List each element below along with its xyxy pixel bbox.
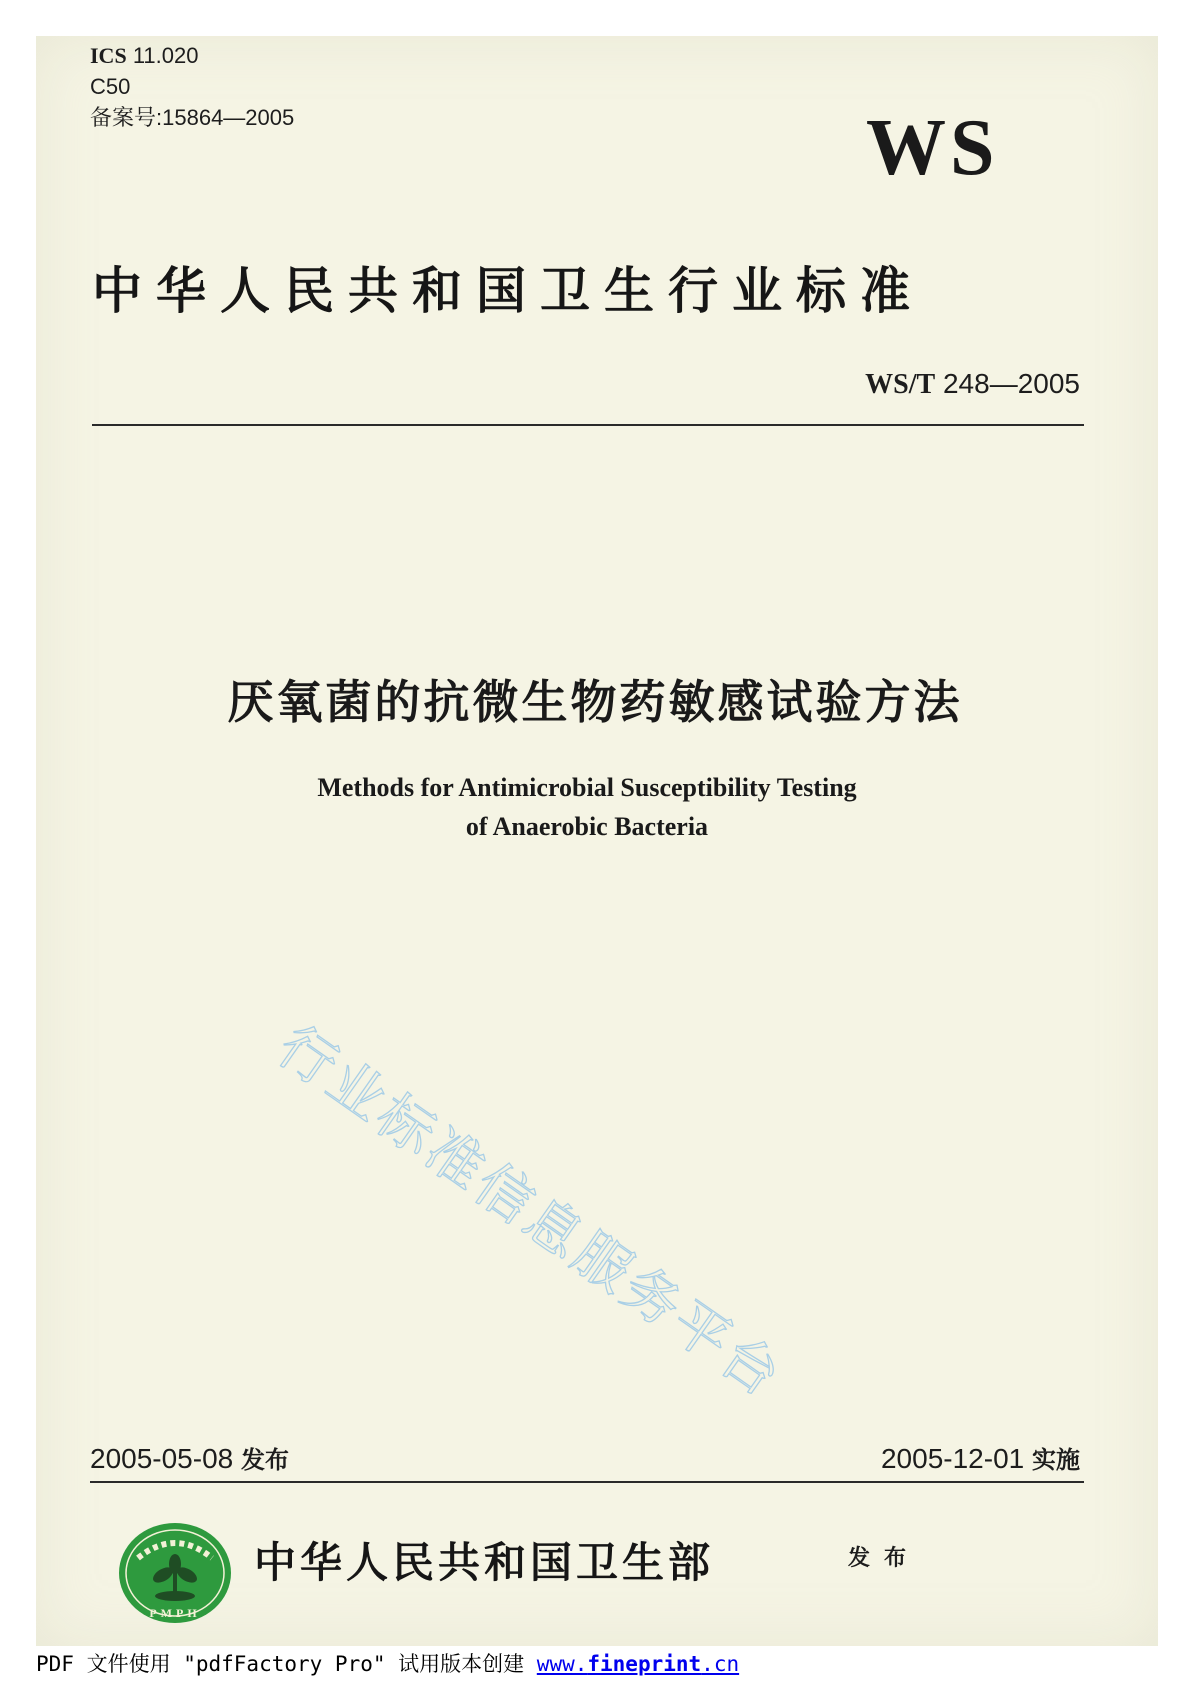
standard-prefix: WS/T: [865, 369, 936, 400]
fineprint-link-part-1: www.: [536, 1652, 588, 1676]
fineprint-link[interactable]: [537, 1652, 739, 1676]
ics-label: ICS: [90, 43, 127, 68]
ws-logo-mark: WS: [866, 104, 999, 192]
watermark: 行业标准信息服务平台: [265, 1013, 795, 1412]
english-title-line-2: of Anaerobic Bacteria: [465, 812, 709, 841]
effective-date-value: 2005-12-01: [880, 1443, 1025, 1474]
ics-value: 11.020: [132, 43, 199, 68]
document-title-chinese: 厌氧菌的抗微生物药敏感试验方法: [227, 675, 963, 729]
seal-bottom-text: PMPH: [149, 1606, 201, 1620]
publisher-name: 中华人民共和国卫生部: [254, 1538, 715, 1587]
ics-line: [90, 40, 294, 71]
record-number: 15864—2005: [162, 105, 295, 130]
effective-date: [881, 1440, 1080, 1475]
standard-title: 中华人民共和国卫生行业标准: [92, 261, 924, 320]
issue-date-label: 发布: [241, 1446, 290, 1474]
standard-number-value: 248—2005: [942, 368, 1080, 399]
effective-date-label: 实施: [1032, 1446, 1080, 1474]
issue-date: [90, 1440, 289, 1475]
document-title-english: [0, 768, 1174, 846]
bottom-divider: [90, 1481, 1084, 1483]
record-line: [90, 102, 294, 133]
fineprint-link-part-2: fineprint: [587, 1652, 702, 1676]
fineprint-link-part-3: .cn: [701, 1652, 740, 1676]
top-divider: [92, 424, 1084, 426]
ccs-code: C50: [90, 74, 131, 99]
record-label: 备案号:: [90, 105, 163, 130]
english-title-line-1: Methods for Antimicrobial Susceptibility Testing: [317, 773, 857, 802]
classification-info: [90, 40, 294, 133]
footer-text: PDF 文件使用 "pdfFactory Pro" 试用版本创建: [36, 1652, 537, 1676]
publisher-verb: 发布: [848, 1546, 921, 1571]
pdf-footer-notice: [36, 1648, 739, 1678]
standard-number: [865, 368, 1080, 401]
ministry-seal-icon: [116, 1520, 234, 1626]
issue-date-value: 2005-05-08: [90, 1443, 234, 1474]
